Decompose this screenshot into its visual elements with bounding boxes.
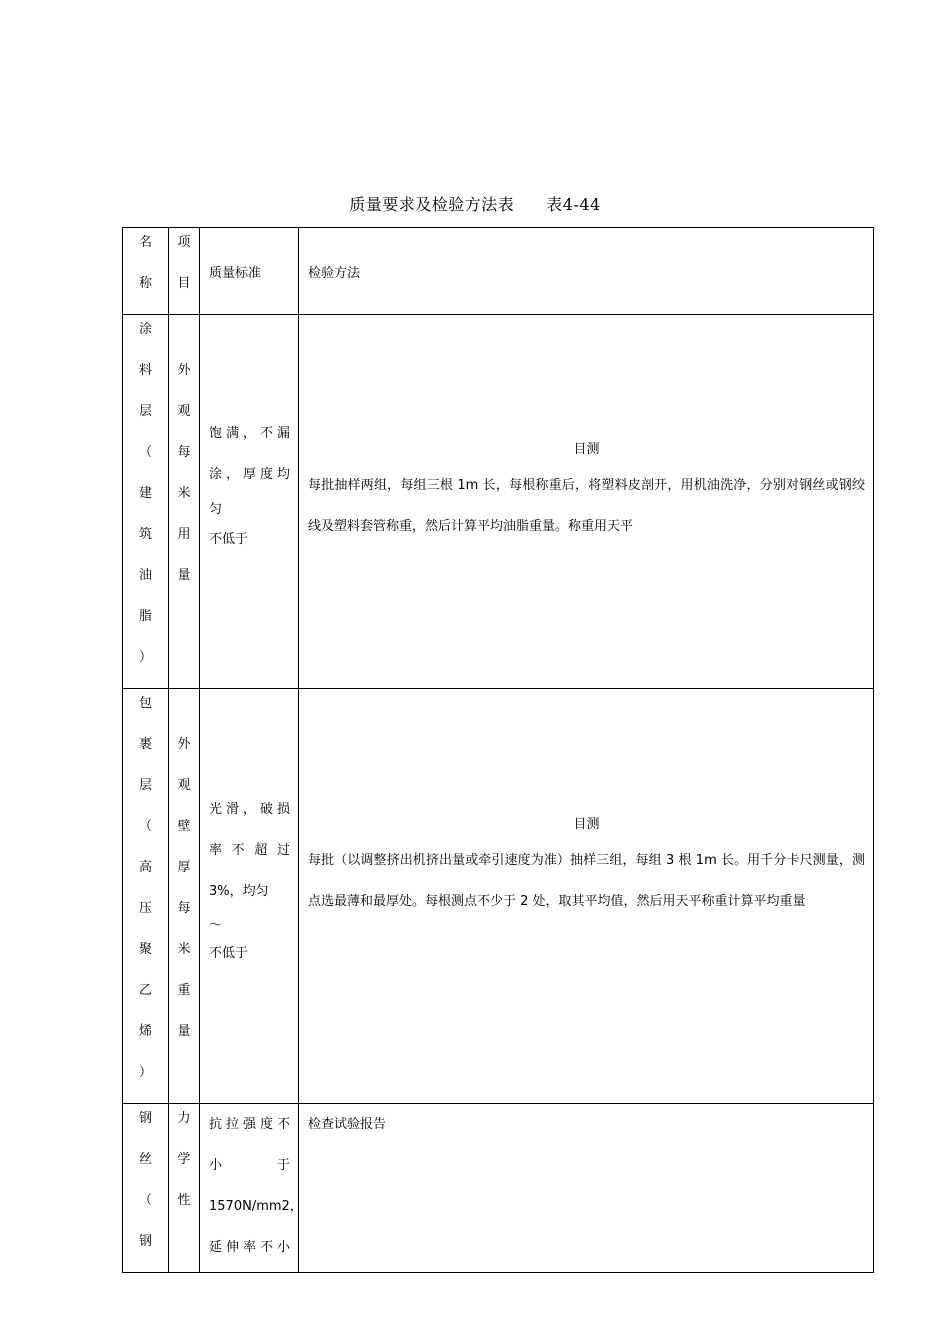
header-name-char: 称 — [138, 276, 152, 291]
name-char: （ — [138, 1193, 152, 1208]
row-method-cell — [299, 689, 874, 1104]
name-char: 层 — [138, 404, 152, 419]
table-row — [123, 689, 874, 1104]
item-char: 学 — [177, 1152, 191, 1167]
name-char: ） — [138, 650, 152, 665]
name-char: 料 — [138, 363, 152, 378]
name-char: 钢 — [138, 1234, 152, 1249]
name-char: 乙 — [138, 983, 152, 998]
row-standard-cell — [200, 1104, 303, 1273]
method-text: 每批（以调整挤出机挤出量或牵引速度为准）抽样三组，每组 3 根 1m 长。用千分卡尺测量，测点选最薄和最厚处。每根测点不少于 2 处，取其平均值，然后用天平称重计算平均重量 — [308, 853, 865, 909]
header-name-char: 名 — [138, 235, 152, 250]
row-method-cell — [299, 315, 874, 689]
item-char: 每 — [177, 901, 191, 916]
table-number: 表4-44 — [546, 195, 601, 214]
standard-line: ～ — [209, 918, 223, 933]
name-char: 钢 — [138, 1111, 152, 1126]
header-method: 检验方法 — [308, 265, 361, 281]
item-char: 外 — [177, 363, 191, 378]
name-char: 丝 — [138, 1152, 152, 1167]
name-char: 包 — [138, 696, 152, 711]
quality-table — [122, 227, 874, 1273]
header-row — [123, 228, 874, 315]
standard-line: 1570N/mm2， — [209, 1199, 303, 1214]
header-name-cell — [123, 228, 169, 315]
name-char: 烯 — [138, 1024, 152, 1039]
item-char: 观 — [177, 404, 191, 419]
item-char: 每 — [177, 445, 191, 460]
table-row — [123, 1104, 874, 1273]
standard-line: 延伸率不小 — [209, 1240, 290, 1255]
standard-line: 光滑，破损 — [209, 802, 290, 817]
name-char: 高 — [138, 860, 152, 875]
method-text: 每批抽样两组，每组三根 1m 长，每根称重后，将塑料皮剖开，用机油洗净，分别对钢丝或钢绞线及塑料套管称重，然后计算平均油脂重量。称重用天平 — [308, 478, 865, 534]
row-standard-cell — [200, 315, 299, 689]
item-char: 用 — [177, 527, 191, 542]
standard-line: 涂，厚度均 — [209, 467, 290, 482]
name-char: 脂 — [138, 609, 152, 624]
name-char: 裹 — [138, 737, 152, 752]
standard-line: 3%，均匀 — [209, 884, 269, 899]
item-char: 性 — [177, 1193, 191, 1208]
item-char: 米 — [177, 942, 191, 957]
header-standard: 质量标准 — [209, 265, 262, 281]
row-item-cell — [169, 1104, 200, 1273]
item-char: 外 — [177, 737, 191, 752]
method-center: 目测 — [573, 817, 600, 832]
header-method-cell — [299, 228, 874, 315]
name-char: （ — [138, 445, 152, 460]
item-char: 观 — [177, 778, 191, 793]
name-char: 压 — [138, 901, 152, 916]
row-standard-cell — [200, 689, 299, 1104]
standard-line: 不低于 — [209, 946, 249, 961]
row-name-cell — [123, 315, 169, 689]
item-char: 厚 — [177, 860, 191, 875]
item-char: 壁 — [177, 819, 191, 834]
name-char: 涂 — [138, 322, 152, 337]
item-char: 力 — [177, 1111, 191, 1126]
table-title-main: 质量要求及检验方法表 — [349, 195, 515, 214]
item-char: 量 — [177, 568, 191, 583]
row-item-cell — [169, 689, 200, 1104]
table-title — [0, 192, 950, 215]
header-item-cell — [169, 228, 200, 315]
name-char: 层 — [138, 778, 152, 793]
header-item-char: 项 — [177, 235, 191, 250]
name-char: （ — [138, 819, 152, 834]
header-standard-cell — [200, 228, 299, 315]
row-name-cell — [123, 1104, 169, 1273]
standard-line: 抗拉强度不 — [209, 1117, 290, 1132]
name-char: 建 — [138, 486, 152, 501]
method-text: 检查试验报告 — [308, 1117, 387, 1132]
row-method-cell — [299, 1104, 874, 1273]
method-center: 目测 — [573, 442, 600, 457]
item-char: 重 — [177, 983, 191, 998]
standard-line: 匀 — [209, 502, 223, 517]
name-char: 筑 — [138, 527, 152, 542]
row-name-cell — [123, 689, 169, 1104]
standard-line: 不低于 — [209, 532, 249, 547]
name-char: 聚 — [138, 942, 152, 957]
table-row — [123, 315, 874, 689]
item-char: 量 — [177, 1024, 191, 1039]
header-item-char: 目 — [177, 276, 191, 291]
standard-line: 小 于 — [209, 1158, 290, 1173]
standard-line: 率不超过 — [209, 843, 290, 858]
standard-line: 饱满，不漏 — [209, 426, 290, 441]
item-char: 米 — [177, 486, 191, 501]
row-item-cell — [169, 315, 200, 689]
name-char: 油 — [138, 568, 152, 583]
name-char: ） — [138, 1065, 152, 1080]
